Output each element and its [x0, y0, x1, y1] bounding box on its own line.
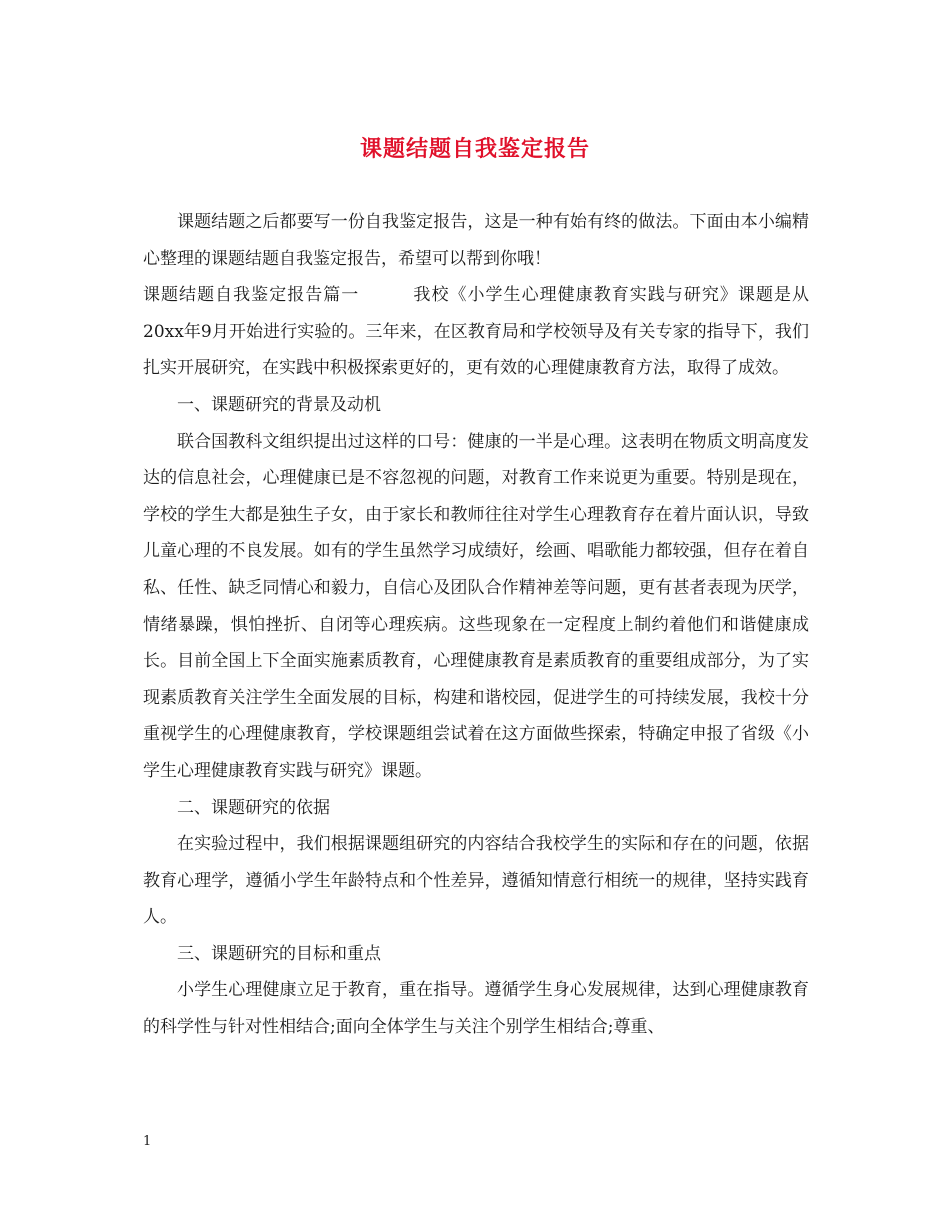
section-heading-goals: 三、课题研究的目标和重点: [177, 943, 381, 964]
page-number: 1: [143, 1134, 152, 1149]
paragraph-background: 联合国教科文组织提出过这样的口号：健康的一半是心理。这表明在物质文明高度发达的信息社会，心理健康已是不容忽视的问题，对教育工作来说更为重要。特别是现在，学校的学生大都是独生子女，由于家长和教师往往对学生心理教育存在着片面认识，导致儿童心理的不良发展。如有的学生虽然学习成绩好，绘画、唱歌能力都较强，但存在着自私、任性、缺乏同情心和毅力，自信心及团队合作精神差等问题，更有甚者表现为厌学，情绪暴躁，惧怕挫折、自闭等心理疾病。这些现象在一定程度上制约着他们和谐健康成长。目前全国上下全面实施素质教育，心理健康教育是素质教育的重要组成部分，为了实现素质教育关注学生全面发展的目标，构建和谐校园，促进学生的可持续发展，我校十分重视学生的心理健康教育，学校课题组尝试着在这方面做些探索，特确定申报了省级《小学生心理健康教育实践与研究》课题。: [143, 431, 809, 781]
document-body: [143, 204, 809, 1046]
section-heading-background: 一、课题研究的背景及动机: [177, 394, 381, 415]
paragraph-report-opening: 课题结题自我鉴定报告篇一 我校《小学生心理健康教育实践与研究》课题是从20xx年9月开始进行实验的。三年来，在区教育局和学校领导及有关专家的指导下，我们扎实开展研究，在实践中积极探索更好的，更有效的心理健康教育方法，取得了成效。: [143, 285, 809, 379]
paragraph-goals: 小学生心理健康立足于教育，重在指导。遵循学生身心发展规律，达到心理健康教育的科学性与针对性相结合;面向全体学生与关注个别学生相结合;尊重、: [143, 980, 809, 1038]
document-title: 课题结题自我鉴定报告: [359, 136, 590, 162]
paragraph-intro: 课题结题之后都要写一份自我鉴定报告，这是一种有始有终的做法。下面由本小编精心整理的课题结题自我鉴定报告，希望可以帮到你哦！: [143, 212, 809, 269]
paragraph-basis: 在实验过程中，我们根据课题组研究的内容结合我校学生的实际和存在的问题，依据教育心理学，遵循小学生年龄特点和个性差异，遵循知情意行相统一的规律，坚持实践育人。: [143, 834, 809, 928]
section-heading-basis: 二、课题研究的依据: [177, 797, 330, 818]
